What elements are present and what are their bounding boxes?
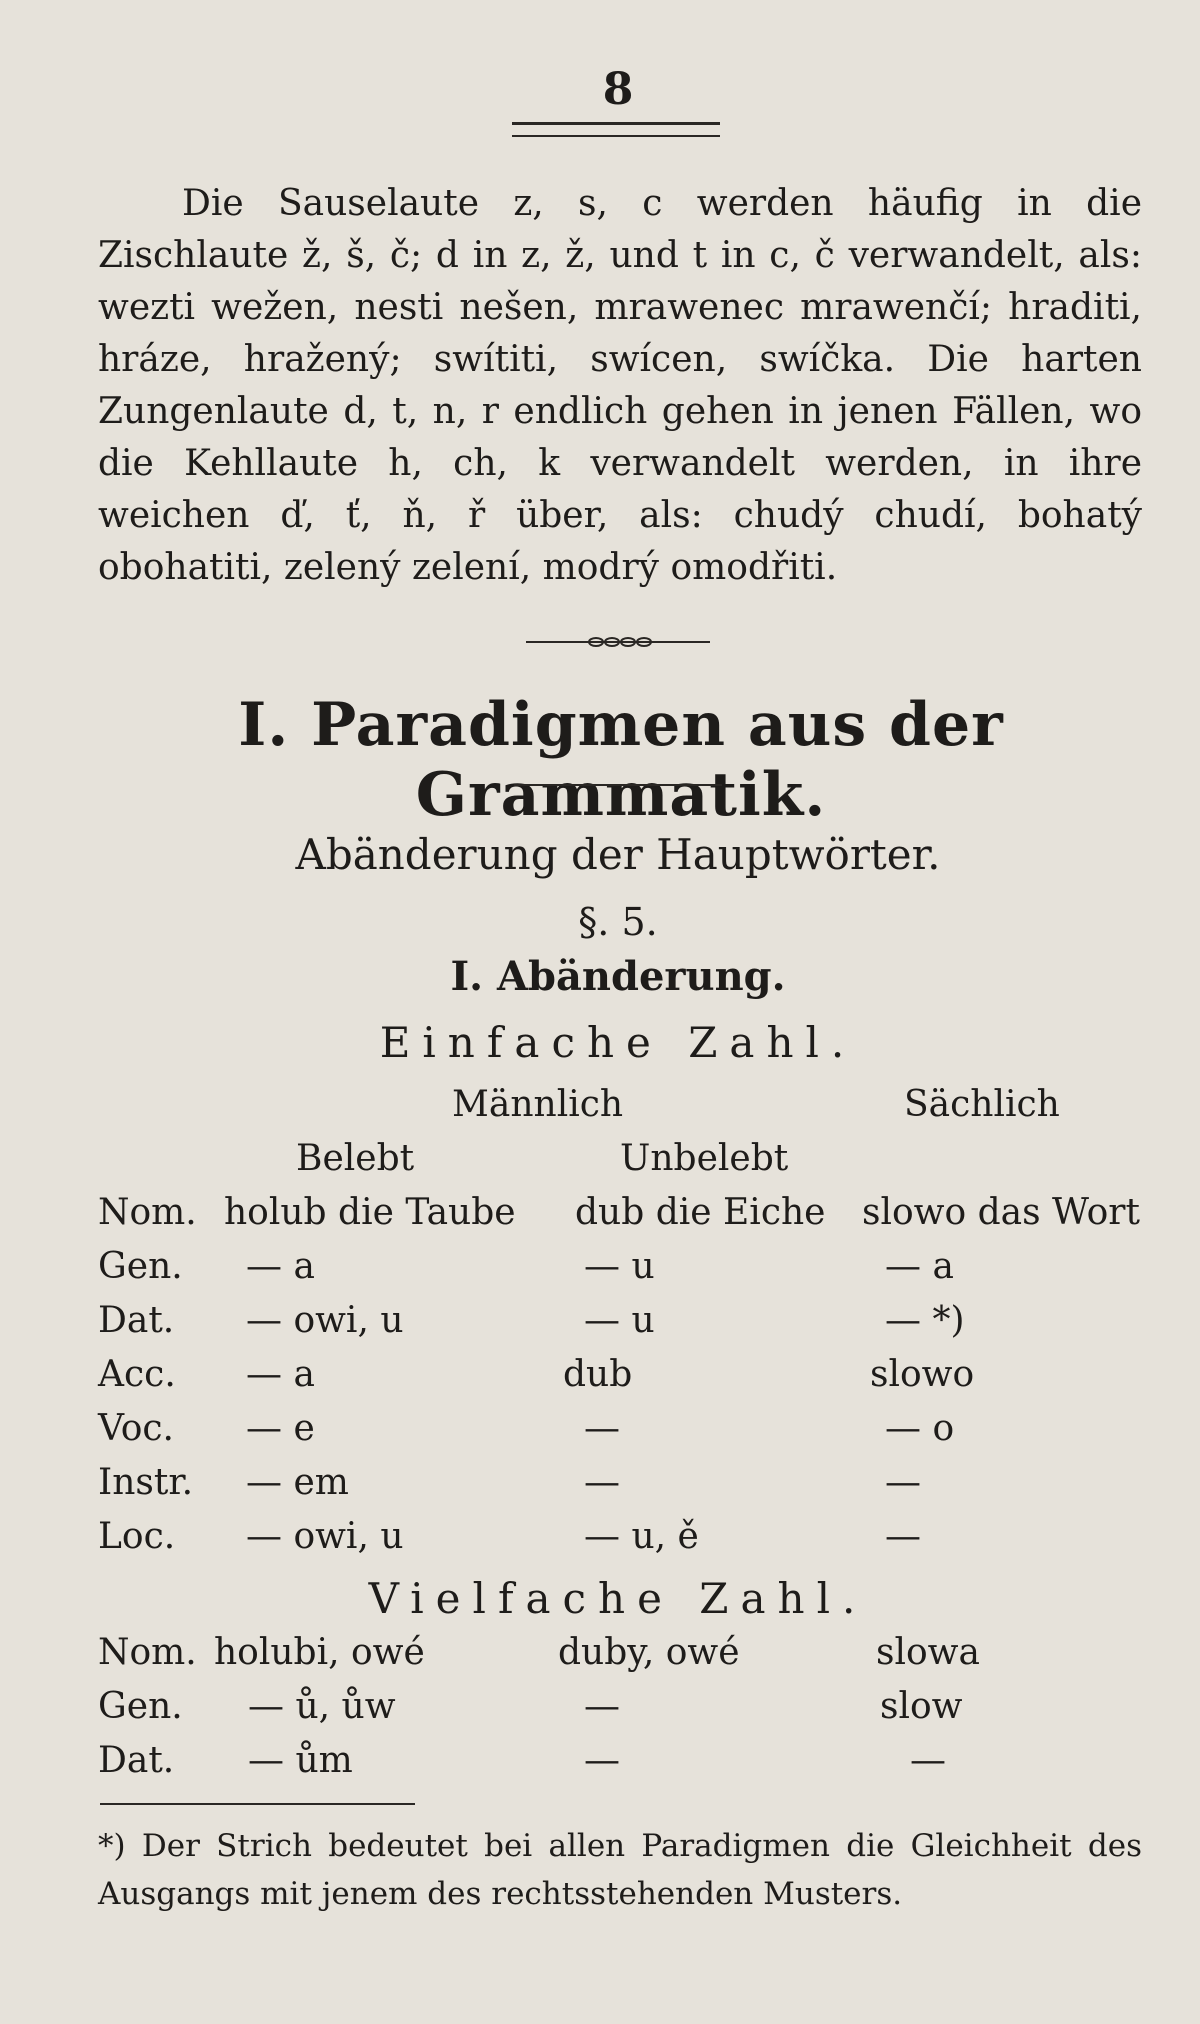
animate-form: — ům [248, 1740, 353, 1781]
animate-form: — owi, u [246, 1300, 404, 1341]
paragraph-number: §. 5. [578, 900, 658, 944]
animate-form: — a [246, 1246, 315, 1287]
case-label: Gen. [98, 1686, 183, 1727]
inanimate-form: dub die Eiche [575, 1192, 826, 1233]
animate-form: — a [246, 1354, 315, 1395]
neuter-form: — o [885, 1408, 955, 1449]
animate-form: — em [246, 1462, 349, 1503]
inanimate-form: — [584, 1686, 620, 1727]
animate-form: holub die Taube [224, 1192, 516, 1233]
table-row [0, 1300, 1200, 1350]
animate-form: — ů, ůw [248, 1686, 396, 1727]
inanimate-form: — [584, 1408, 620, 1449]
case-label: Dat. [98, 1300, 175, 1341]
main-heading: I. Paradigmen aus der Grammatik. [238, 690, 1004, 830]
animate-form: holubi, owé [214, 1632, 425, 1673]
neuter-form: — [885, 1462, 921, 1503]
inanimate-form: — u [584, 1246, 655, 1287]
case-label: Dat. [98, 1740, 175, 1781]
page-number: 8 [602, 64, 634, 115]
inanimate-form: — u [584, 1300, 655, 1341]
table-row [0, 1686, 1200, 1736]
header-double-rule [512, 122, 720, 137]
footnote-text: *) Der Strich bedeutet bei allen Paradigmen die Gleichheit des Ausgangs mit jenem des rechtsstehenden Musters. [98, 1828, 1142, 1912]
singular-heading: Einfache Zahl. [379, 1018, 857, 1067]
case-label: Voc. [98, 1408, 174, 1449]
table-row [0, 1246, 1200, 1296]
neuter-form: — [885, 1516, 921, 1557]
animate-form: — e [246, 1408, 315, 1449]
case-label: Nom. [98, 1192, 197, 1233]
case-label: Nom. [98, 1632, 197, 1673]
case-label: Acc. [98, 1354, 176, 1395]
neuter-form: slow [880, 1686, 963, 1727]
inanimate-form: — u, ě [584, 1516, 699, 1557]
inanimate-form: dub [563, 1354, 633, 1395]
table-row [0, 1516, 1200, 1566]
neuter-form: slowo [870, 1354, 975, 1395]
ornament-divider [526, 630, 710, 654]
neuter-form: — [910, 1740, 946, 1781]
footnote [98, 1822, 1142, 1918]
table-row [0, 1740, 1200, 1790]
inanimate-form: — [584, 1462, 620, 1503]
neuter-form: — a [885, 1246, 954, 1287]
case-label: Loc. [98, 1516, 176, 1557]
inanimate-form: — [584, 1740, 620, 1781]
footnote-rule [100, 1803, 415, 1805]
animate-label: Belebt [296, 1138, 415, 1179]
declension-heading: I. Abänderung. [450, 953, 786, 1000]
neuter-form: slowo das Wort [862, 1192, 1140, 1233]
table-row [0, 1192, 1200, 1242]
neuter-form: slowa [876, 1632, 980, 1673]
animate-form: — owi, u [246, 1516, 404, 1557]
section-heading: Abänderung der Hauptwörter. [295, 830, 941, 879]
intro-paragraph [98, 178, 1142, 594]
case-label: Instr. [98, 1462, 194, 1503]
neuter-form: — *) [885, 1300, 965, 1341]
table-row [0, 1354, 1200, 1404]
inanimate-form: duby, owé [558, 1632, 740, 1673]
inanimate-label: Unbelebt [620, 1138, 789, 1179]
case-label: Gen. [98, 1246, 183, 1287]
plural-heading: Vielfache Zahl. [368, 1574, 868, 1623]
gender-masculine: Männlich [452, 1084, 624, 1125]
table-row [0, 1408, 1200, 1458]
table-row [0, 1632, 1200, 1682]
heading-rule [514, 784, 722, 786]
gender-neuter: Sächlich [904, 1084, 1060, 1125]
table-row [0, 1462, 1200, 1512]
intro-text: Die Sauselaute z, s, c werden häufig in die Zischlaute ž, š, č; d in z, ž, und t in c, č verwandelt, als: wezti wežen, nesti nešen, mrawenec mrawenčí; hraditi, hráze, hražený; swítiti, swícen, swíčka. Die harten Zungenlaute d, t, n, r endlich gehen in jenen Fällen, wo die Kehllaute h, ch, k verwandelt werden, in ihre weichen ď, ť, ň, ř über, als: chudý chudí, bohatý obohatiti, zelený zelení, modrý omodřiti. [98, 183, 1142, 588]
